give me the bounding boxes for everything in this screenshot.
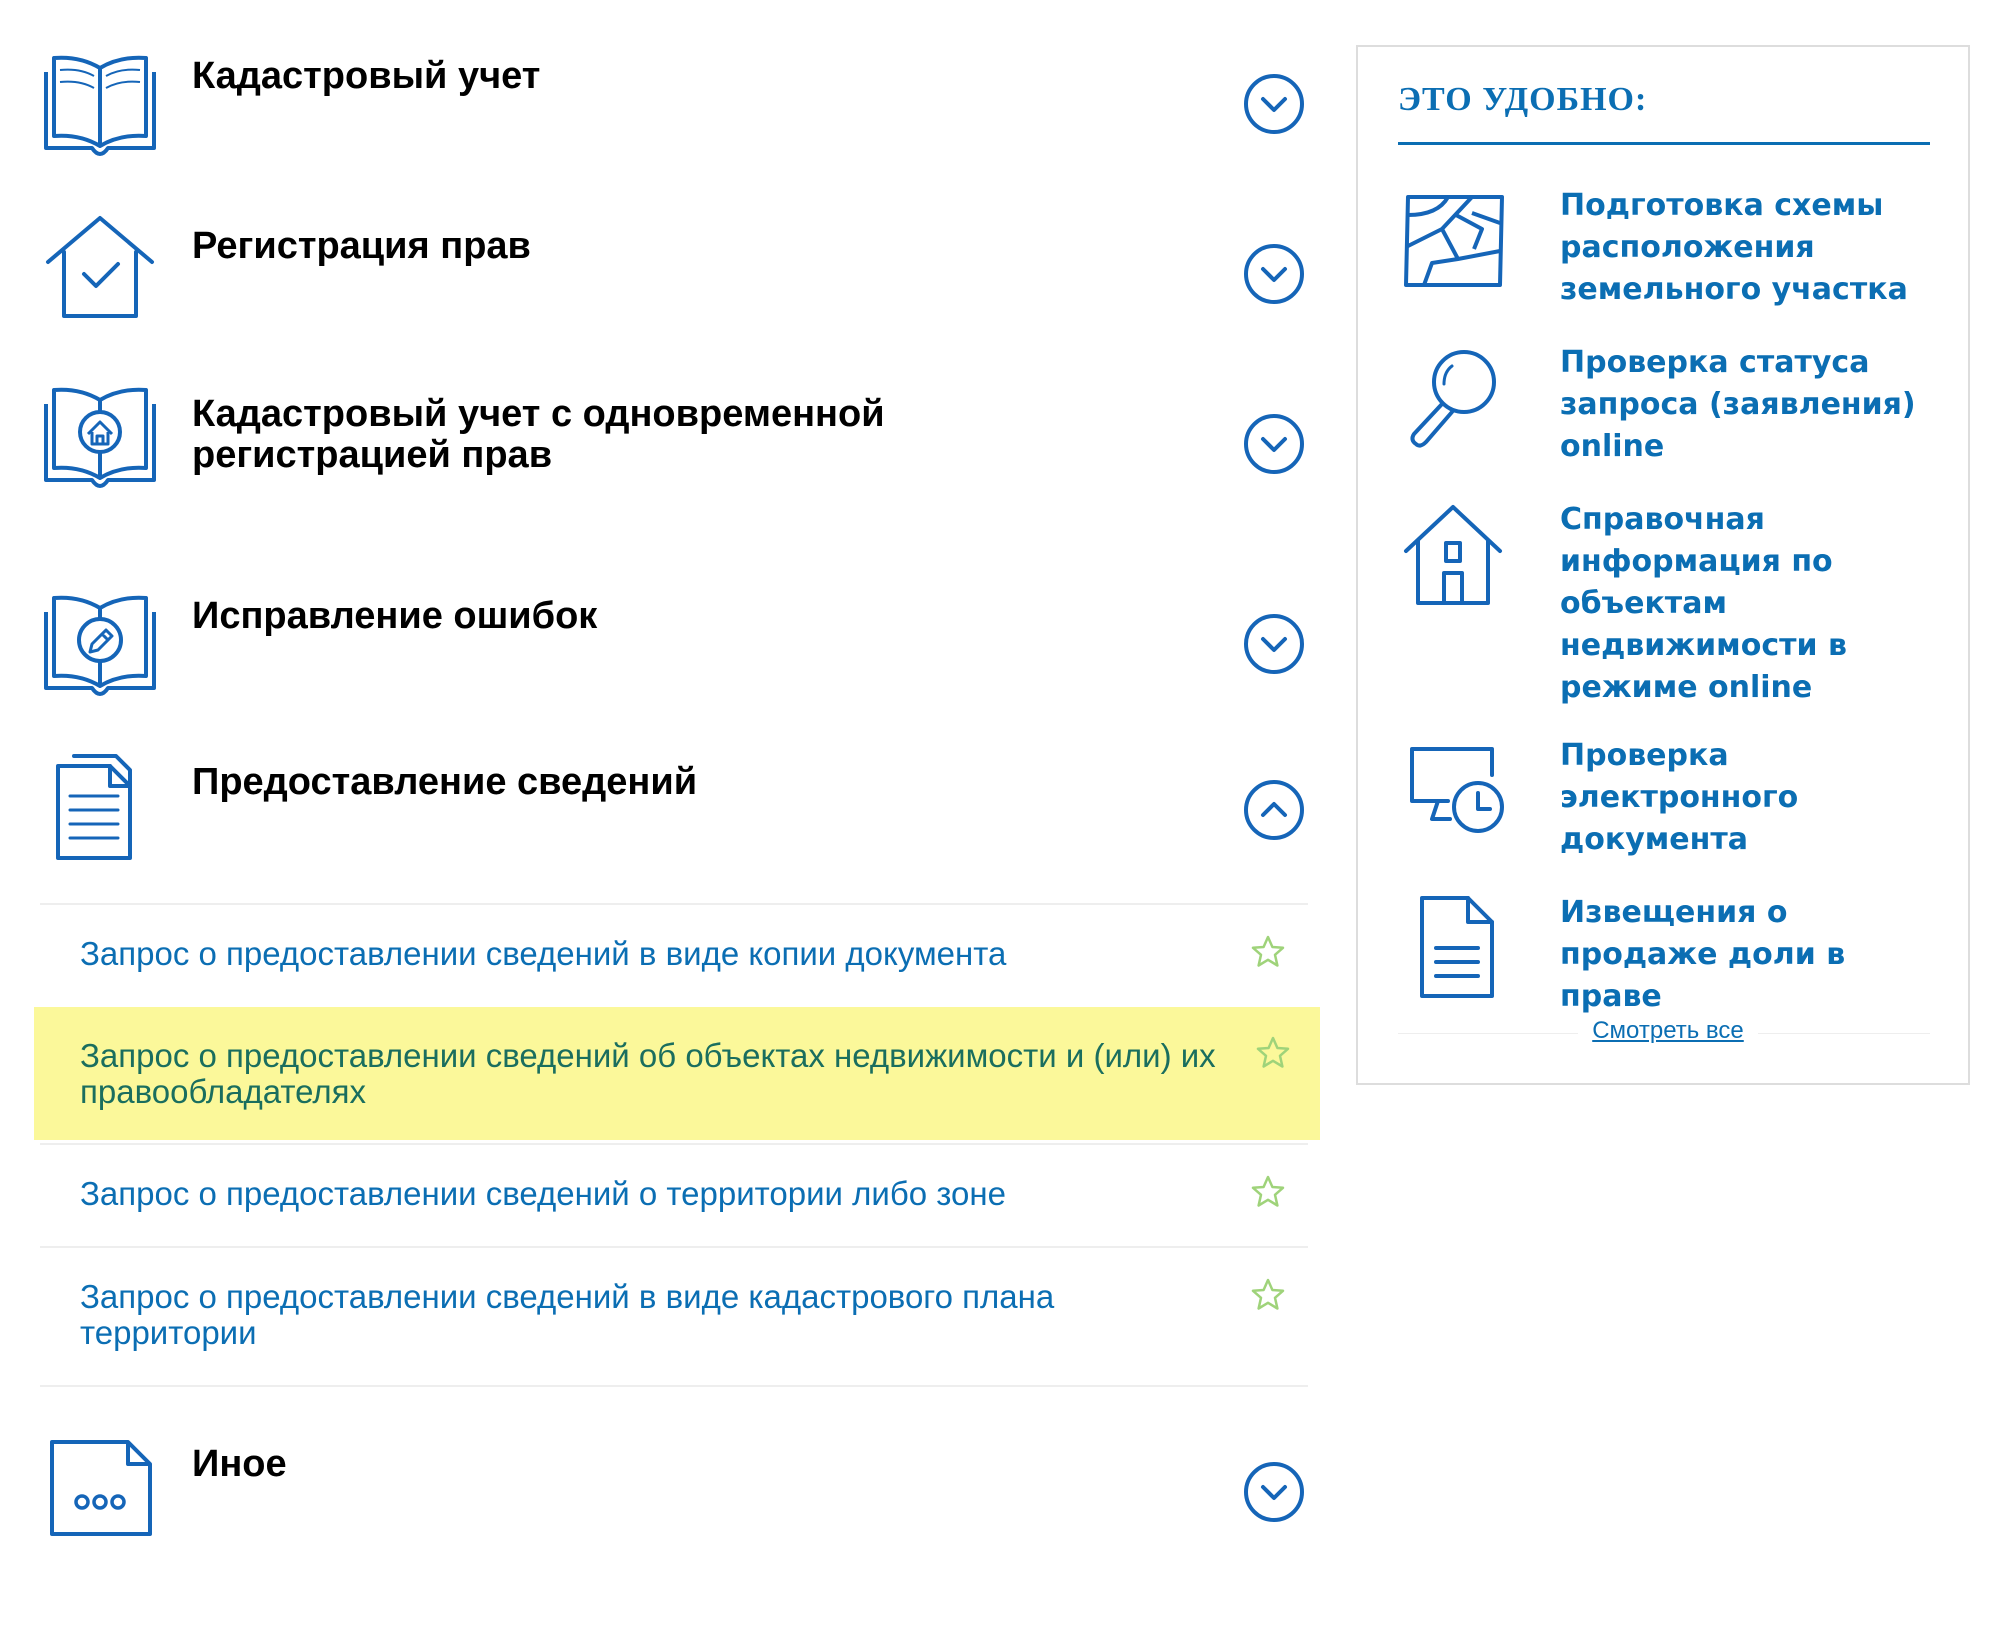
book-house-icon [40,380,160,490]
expand-chevron-icon[interactable] [1243,613,1305,675]
divider [40,1246,1308,1248]
service-share-sale-notices[interactable] [1398,892,1938,1014]
expand-chevron-icon[interactable] [1243,1461,1305,1523]
expand-chevron-icon[interactable] [1243,243,1305,305]
service-e-document-check[interactable] [1398,735,1938,865]
subitem-text: Запрос о предоставлении сведений об объектах недвижимости и (или) их правообладателях [80,1037,1216,1110]
category-rights-registration[interactable] [0,170,1320,330]
subitem-text: Запрос о предоставлении сведений о территории либо зоне [80,1175,1006,1212]
monitor-clock-icon [1398,735,1508,845]
divider [40,1143,1308,1145]
panel-title: ЭТО УДОБНО: [1398,81,1648,118]
panel-title-underline [1398,142,1930,145]
service-land-plot-scheme[interactable] [1398,185,1938,315]
service-label: Проверка статуса запроса (заявления) online [1560,345,1916,464]
documents-icon [40,752,160,862]
star-favorite-icon[interactable] [1250,934,1286,970]
service-label: Справочная информация по объектам недвижимости в режиме online [1560,502,1847,705]
star-favorite-icon[interactable] [1255,1035,1291,1071]
service-label: Извещения о продаже доли в праве [1560,895,1846,1014]
document-icon [1398,892,1508,1002]
category-title: Исправление ошибок [192,595,598,637]
house-check-icon [40,212,160,322]
category-cadastral-registration[interactable] [0,0,1320,160]
category-other[interactable] [0,1400,1320,1560]
expand-chevron-icon[interactable] [1243,413,1305,475]
subitem-text: Запрос о предоставлении сведений в виде копии документа [80,935,1007,972]
service-property-info[interactable] [1398,499,1938,709]
open-book-icon [40,48,160,158]
collapse-chevron-icon[interactable] [1243,779,1305,841]
star-favorite-icon[interactable] [1250,1174,1286,1210]
star-favorite-icon[interactable] [1250,1277,1286,1313]
category-error-correction[interactable] [0,548,1320,718]
magnifier-icon [1398,342,1508,452]
service-label: Подготовка схемы расположения земельного участка [1560,188,1908,307]
category-title: Регистрация прав [192,225,531,267]
see-all-link[interactable]: Смотреть все [1578,1017,1758,1045]
expand-chevron-icon[interactable] [1243,73,1305,135]
subitem-territory-or-zone[interactable] [40,1146,1308,1244]
category-title: Иное [192,1443,287,1485]
subitem-copy-of-document[interactable] [40,906,1308,1004]
house-info-icon [1398,499,1508,609]
subitem-property-and-owners[interactable] [34,1007,1320,1140]
category-title: Кадастровый учет [192,55,541,97]
service-label: Проверка электронного документа [1560,738,1799,857]
document-dots-icon [40,1430,160,1540]
convenient-services-panel [1356,45,1970,1085]
service-request-status[interactable] [1398,342,1938,472]
subitem-text: Запрос о предоставлении сведений в виде кадастрового плана территории [80,1278,1055,1351]
divider [40,903,1308,905]
subitem-cadastral-plan[interactable] [40,1249,1308,1384]
divider [40,1385,1308,1387]
category-cadastral-with-registration[interactable] [0,340,1320,540]
category-title: Предоставление сведений [192,761,698,803]
category-information-provision[interactable] [0,720,1320,900]
category-title: Кадастровый учет с одновременной регистрацией прав [192,393,885,476]
book-pencil-icon [40,588,160,698]
land-plot-map-icon [1398,185,1508,295]
